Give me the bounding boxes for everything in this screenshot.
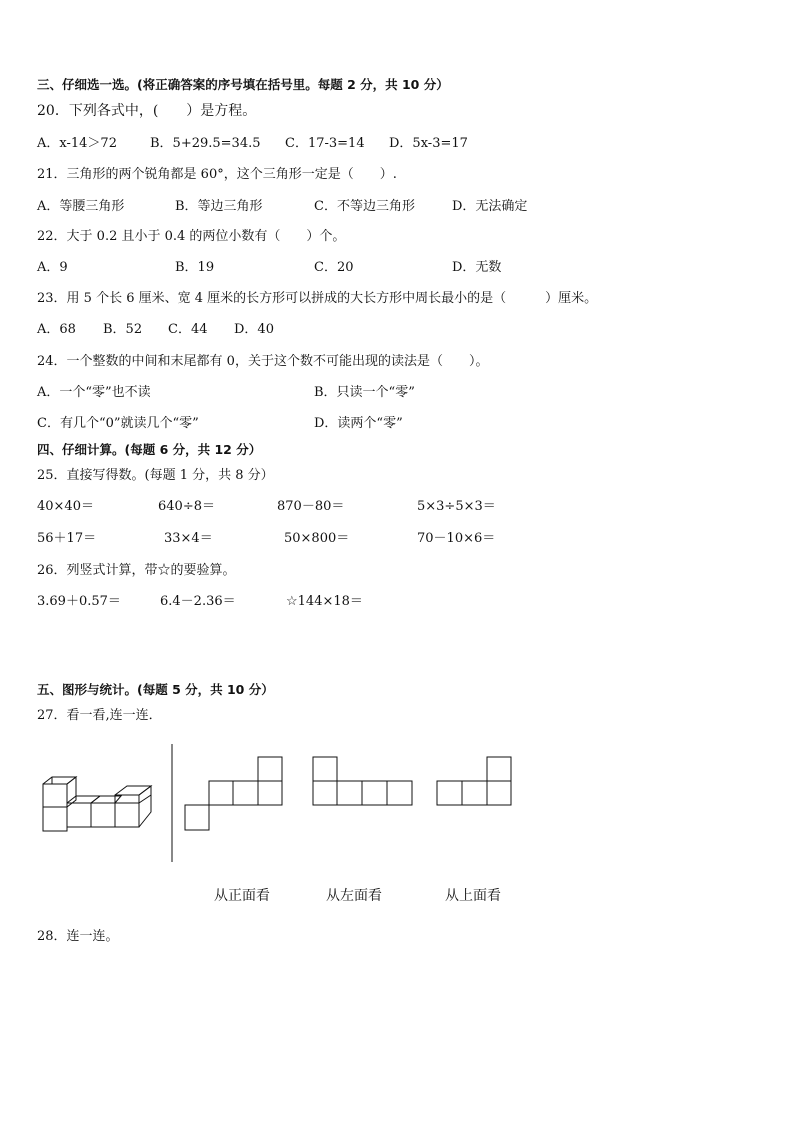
section-4-heading: 四、仔细计算。(每题 6 分，共 12 分） [37,442,262,457]
vertical-calc-item: 6.4－2.36＝ [160,594,236,609]
question-24-stem: 24．一个整数的中间和末尾都有 0，关于这个数不可能出现的读法是（ ）。 [37,354,489,369]
view-figure-3 [437,757,511,805]
question-26-stem: 26．列竖式计算，带☆的要验算。 [37,563,236,578]
q23-option-a: A．68 [37,322,76,337]
calc-item: 56＋17＝ [37,531,97,546]
vertical-calc-item: ☆144×18＝ [286,594,363,609]
question-21-stem: 21．三角形的两个锐角都是 60°，这个三角形一定是（ ）. [37,167,397,182]
q24-option-a: A．一个“零”也不读 [37,385,151,400]
question-22-stem: 22．大于 0.2 且小于 0.4 的两位小数有（ ）个。 [37,229,346,244]
question-25-stem: 25．直接写得数。(每题 1 分，共 8 分） [37,468,274,483]
q22-option-a: A．9 [37,260,68,275]
q21-option-c: C．不等边三角形 [314,199,415,214]
calc-item: 640÷8＝ [158,499,215,514]
q22-option-c: C．20 [314,260,354,275]
view-label-left: 从左面看 [326,888,382,904]
q22-option-d: D．无数 [452,260,502,275]
view-figure-2 [313,757,412,805]
q21-option-b: B．等边三角形 [175,199,263,214]
q21-option-a: A．等腰三角形 [37,199,125,214]
q23-option-d: D．40 [234,322,274,337]
q20-option-d: D．5x-3=17 [389,136,468,151]
q20-option-b: B．5+29.5=34.5 [150,136,261,151]
view-label-front: 从正面看 [214,888,270,904]
question-23-stem: 23．用 5 个长 6 厘米、宽 4 厘米的长方形可以拼成的大长方形中周长最小的是（ ）厘米。 [37,291,598,306]
calc-item: 870－80＝ [277,499,345,514]
q23-option-b: B．52 [103,322,143,337]
calc-item: 5×3÷5×3＝ [417,499,496,514]
calc-item: 70－10×6＝ [417,531,496,546]
calc-item: 33×4＝ [164,531,213,546]
q24-option-b: B．只读一个“零” [314,385,415,400]
view-figure-1 [185,757,282,830]
question-28-stem: 28．连一连。 [37,929,119,944]
q20-option-c: C．17-3=14 [285,136,365,151]
view-label-top: 从上面看 [445,888,501,904]
question-27-stem: 27．看一看,连一连． [37,708,162,723]
vertical-calc-item: 3.69＋0.57＝ [37,594,121,609]
q21-option-d: D．无法确定 [452,199,528,214]
q20-option-a: A．x-14＞72 [37,136,117,151]
calc-item: 50×800＝ [284,531,350,546]
question-20-stem: 20．下列各式中，( ）是方程。 [37,103,257,119]
calc-item: 40×40＝ [37,499,94,514]
q24-option-d: D．读两个“零” [314,416,403,431]
q23-option-c: C．44 [168,322,208,337]
cube-solid-figure [43,777,151,831]
section-3-heading: 三、仔细选一选。(将正确答案的序号填在括号里。每题 2 分，共 10 分） [37,77,449,92]
q24-option-c: C．有几个“0”就读几个“零” [37,416,199,431]
section-5-heading: 五、图形与统计。(每题 5 分，共 10 分） [37,682,274,697]
q22-option-b: B．19 [175,260,215,275]
